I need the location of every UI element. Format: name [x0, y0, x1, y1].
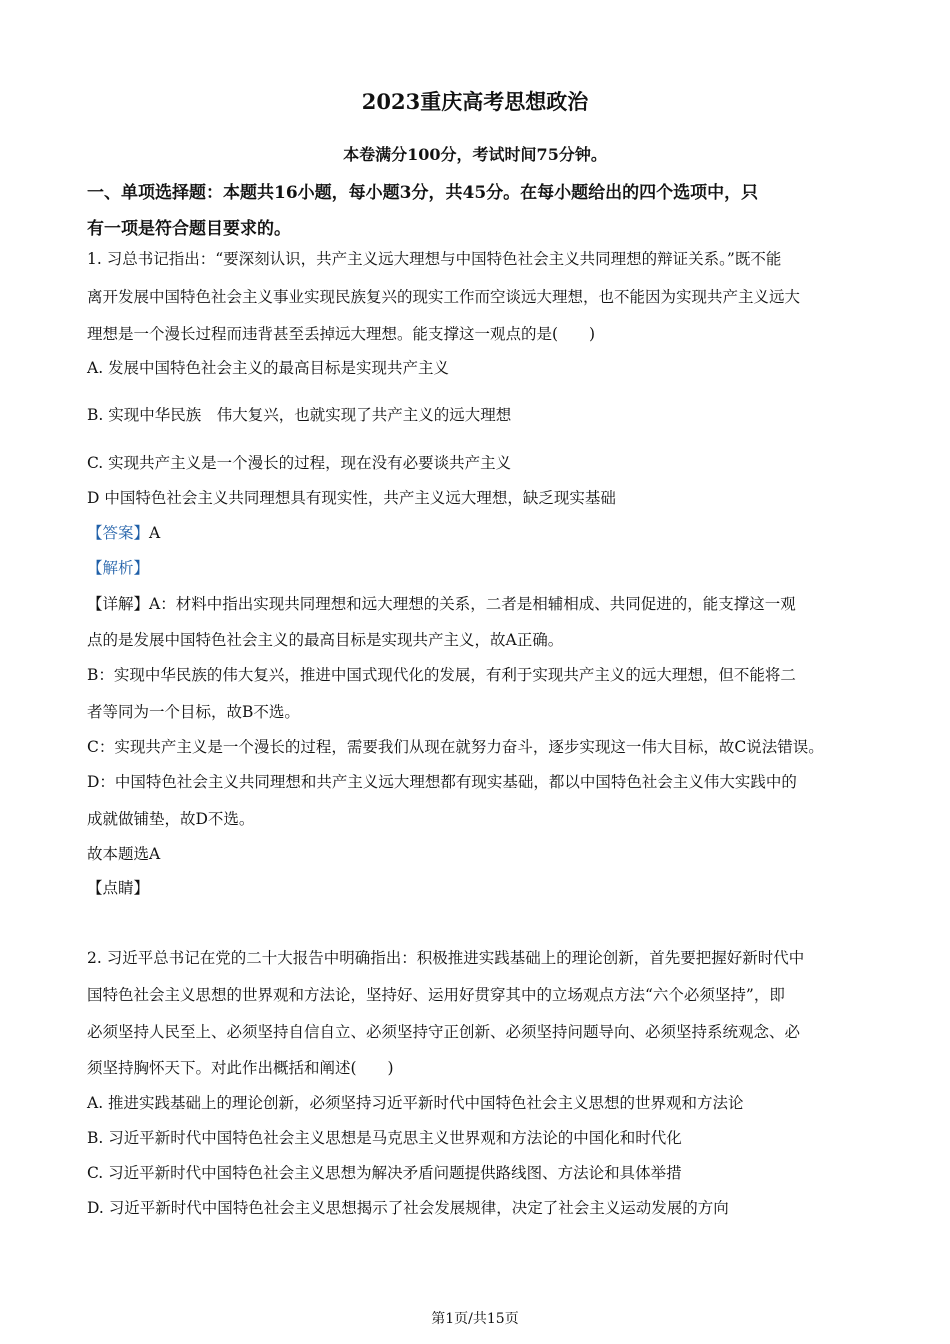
q2-stem-line-3: 必须坚持人民至上、必须坚持自信自立、必须坚持守正创新、必须坚持问题导向、必须坚持系统观念、必 [87, 1023, 801, 1041]
section-heading-line-2: 有一项是符合题目要求的。 [87, 219, 291, 239]
q1-stem-line-1: 1. 习总书记指出：“要深刻认识，共产主义远大理想与中国特色社会主义共同理想的辩证关系。”既不能 [87, 250, 782, 268]
q1-conclusion: 故本题选A [87, 845, 161, 863]
q1-option-c: C. 实现共产主义是一个漫长的过程，现在没有必要谈共产主义 [87, 454, 512, 472]
detail-text-1: A：材料中指出实现共同理想和远大理想的关系，二者是相辅相成、共同促进的，能支撑这一观 [149, 595, 796, 613]
q2-stem-line-4: 须坚持胸怀天下。对此作出概括和阐述( ) [87, 1059, 394, 1077]
q2-stem-line-2: 国特色社会主义思想的世界观和方法论，坚持好、运用好贯穿其中的立场观点方法“六个必须坚持”，即 [87, 986, 785, 1004]
q1-option-a: A. 发展中国特色社会主义的最高目标是实现共产主义 [87, 359, 450, 377]
q1-detail-line-4: 者等同为一个目标，故B不选。 [87, 703, 300, 721]
q1-answer [87, 523, 160, 543]
q1-detail-line-2: 点的是发展中国特色社会主义的最高目标是实现共产主义，故A正确。 [87, 631, 564, 649]
q1-detail-line-6: D：中国特色社会主义共同理想和共产主义远大理想都有现实基础，都以中国特色社会主义伟大实践中的 [87, 773, 797, 791]
q1-stem-line-3: 理想是一个漫长过程而违背甚至丢掉远大理想。能支撑这一观点的是( ) [87, 325, 596, 343]
q1-comment-heading: 【点睛】 [87, 879, 150, 897]
q1-detail-line-1 [87, 594, 796, 614]
q1-detail-line-3: B：实现中华民族的伟大复兴，推进中国式现代化的发展，有利于实现共产主义的远大理想，但不能将二 [87, 666, 796, 684]
q1-stem-line-2: 离开发展中国特色社会主义事业实现民族复兴的现实工作而空谈远大理想，也不能因为实现共产主义远大 [87, 288, 801, 306]
analysis-tag: 【解析】 [87, 559, 150, 577]
section-heading-line-1: 一、单项选择题：本题共16小题，每小题3分，共45分。在每小题给出的四个选项中，只 [87, 183, 759, 203]
q2-option-b: B. 习近平新时代中国特色社会主义思想是马克思主义世界观和方法论的中国化和时代化 [87, 1129, 682, 1147]
detail-tag: 【详解】 [87, 595, 150, 613]
page-number: 第1页/共15页 [431, 1311, 519, 1327]
q1-option-d: D 中国特色社会主义共同理想具有现实性，共产主义远大理想，缺乏现实基础 [87, 489, 616, 507]
q2-option-c: C. 习近平新时代中国特色社会主义思想为解决矛盾问题提供路线图、方法论和具体举措 [87, 1164, 682, 1182]
q2-option-a: A. 推进实践基础上的理论创新，必须坚持习近平新时代中国特色社会主义思想的世界观和方法论 [87, 1094, 744, 1112]
page-title: 2023重庆高考思想政治 [361, 89, 589, 114]
q1-option-b: B. 实现中华民族 伟大复兴，也就实现了共产主义的远大理想 [87, 406, 512, 424]
q1-analysis-heading [87, 558, 149, 578]
q1-detail-line-5: C：实现共产主义是一个漫长的过程，需要我们从现在就努力奋斗，逐步实现这一伟大目标，故C说法错误。 [87, 738, 824, 756]
q1-detail-line-7: 成就做铺垫，故D不选。 [87, 810, 255, 828]
exam-info: 本卷满分100分，考试时间75分钟。 [343, 145, 607, 164]
answer-tag: 【答案】 [87, 524, 150, 542]
answer-value: A [149, 524, 161, 542]
q2-option-d: D. 习近平新时代中国特色社会主义思想揭示了社会发展规律，决定了社会主义运动发展的方向 [87, 1199, 729, 1217]
q2-stem-line-1: 2. 习近平总书记在党的二十大报告中明确指出：积极推进实践基础上的理论创新，首先要把握好新时代中 [87, 949, 805, 967]
